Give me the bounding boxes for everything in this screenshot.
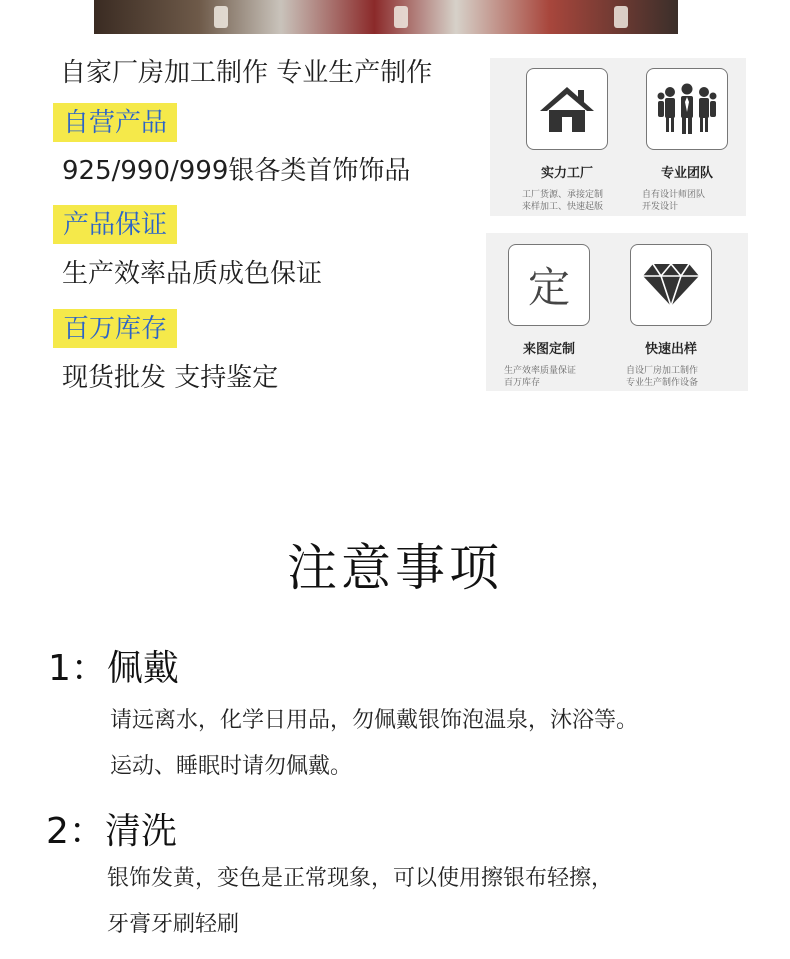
tag-inventory: 百万库存 — [53, 309, 177, 348]
guarantee-text: 生产效率品质成色保证 — [62, 259, 323, 289]
diamond-icon — [641, 262, 701, 308]
diamond-icon-box — [630, 244, 712, 326]
tag-self-operated: 自营产品 — [53, 103, 177, 142]
house-icon — [538, 84, 596, 134]
feature-desc-line: 自设厂房加工制作 — [626, 366, 699, 376]
feature-factory — [507, 68, 627, 213]
notes-heading: 注意事项 — [287, 539, 503, 597]
feature-title: 快速出样 — [644, 342, 697, 357]
feature-desc — [627, 189, 747, 213]
feature-desc-line: 来样加工、快速起版 — [522, 202, 604, 212]
feature-custom — [489, 244, 609, 389]
note-wearing-line1: 请远离水，化学日用品，勿佩戴银饰泡温泉，沐浴等。 — [110, 708, 639, 733]
feature-fast-sample — [611, 244, 731, 389]
feature-title: 专业团队 — [660, 166, 713, 181]
photo-detail — [394, 6, 408, 28]
feature-desc-line: 专业生产制作设备 — [626, 378, 699, 388]
team-icon-box — [646, 68, 728, 150]
wholesale-text: 现货批发 支持鉴定 — [62, 363, 279, 393]
feature-desc — [507, 189, 627, 213]
factory-slogan: 自家厂房加工制作 专业生产制作 — [60, 58, 433, 88]
note-wearing-line2: 运动、睡眠时请勿佩戴。 — [110, 754, 353, 779]
note-title-wearing: 1：佩戴 — [48, 648, 179, 689]
tag-guarantee: 产品保证 — [53, 205, 177, 244]
feature-team — [627, 68, 747, 213]
photo-detail — [214, 6, 228, 28]
ding-character-icon — [508, 244, 590, 326]
feature-desc-line: 自有设计师团队 — [642, 190, 706, 200]
feature-desc-line: 开发设计 — [642, 202, 679, 212]
feature-desc-line: 百万库存 — [504, 378, 541, 388]
feature-title: 来图定制 — [522, 342, 575, 357]
note-cleaning-line1: 银饰发黄，变色是正常现象，可以使用擦银布轻擦， — [107, 866, 614, 891]
feature-desc — [489, 365, 609, 389]
note-title-cleaning: 2：清洗 — [46, 811, 177, 852]
product-types: 925/990/999银各类首饰饰品 — [62, 156, 411, 186]
ding-character: 定 — [527, 263, 570, 312]
photo-detail — [614, 6, 628, 28]
feature-desc — [611, 365, 731, 389]
house-icon-box — [526, 68, 608, 150]
factory-photo — [94, 0, 678, 34]
feature-desc-line: 工厂货源、承接定制 — [522, 190, 604, 200]
team-icon — [657, 82, 717, 136]
note-cleaning-line2: 牙膏牙刷轻刷 — [107, 912, 240, 937]
feature-desc-line: 生产效率质量保证 — [504, 366, 577, 376]
feature-title: 实力工厂 — [540, 166, 593, 181]
